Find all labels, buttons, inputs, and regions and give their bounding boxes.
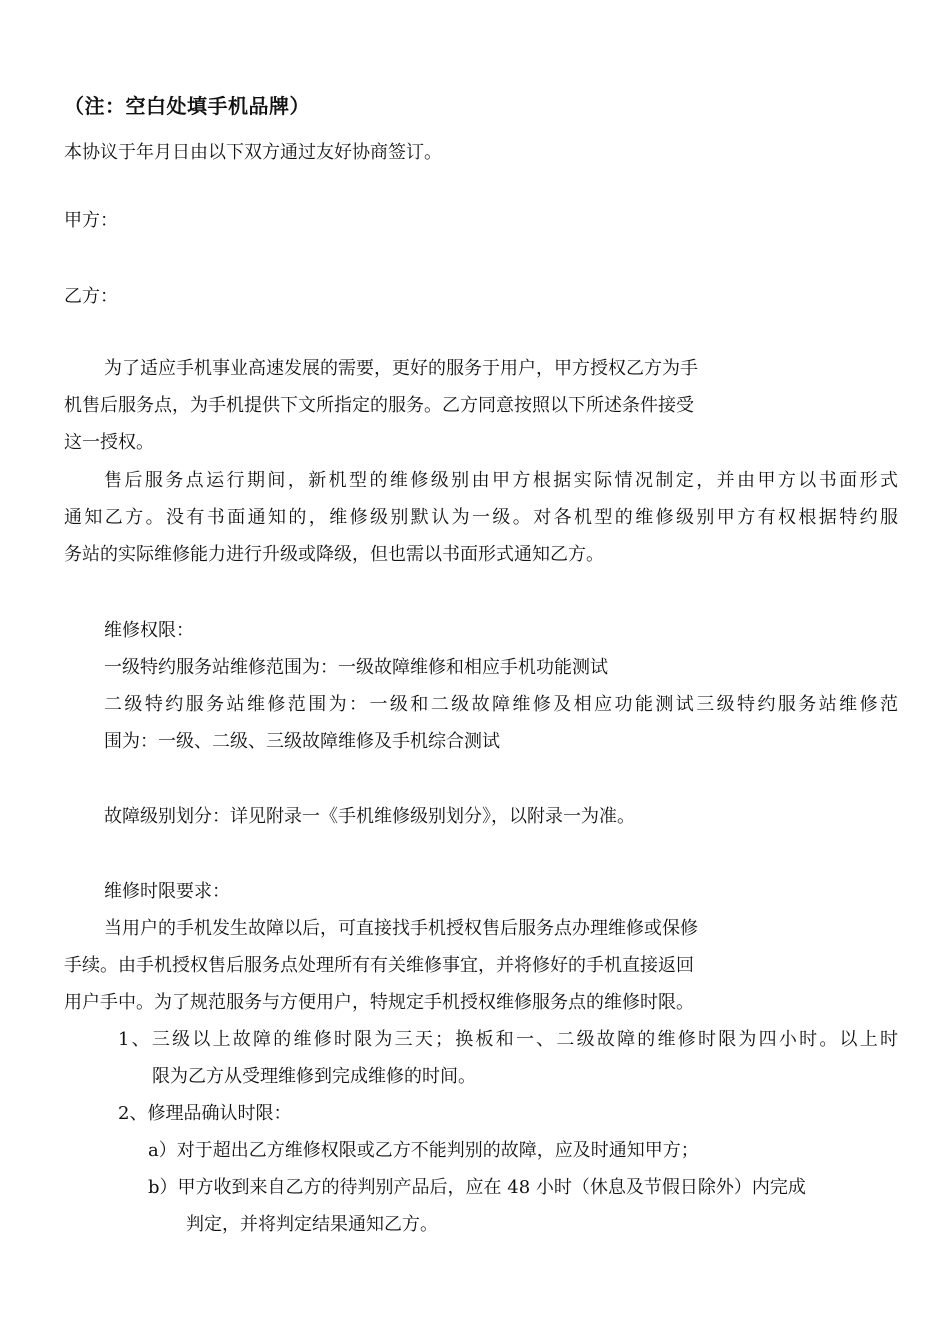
- para1-line3: 这一授权。: [64, 432, 154, 453]
- note-heading: （注：空白处填手机品牌）: [64, 94, 310, 118]
- repair-authority-line2: 二级特约服务站维修范围为：一级和二级故障维修及相应功能测试三级特约服务站维修范: [104, 694, 898, 715]
- repair-authority-line3: 围为：一级、二级、三级故障维修及手机综合测试: [104, 731, 500, 752]
- para2-line2: 通知乙方。没有书面通知的，维修级别默认为一级。对各机型的维修级别甲方有权根据特约服: [64, 507, 898, 528]
- item1-line2: 限为乙方从受理维修到完成维修的时间。: [152, 1066, 476, 1087]
- party-b-label: 乙方：: [64, 286, 118, 307]
- para1-line2: 机售后服务点，为手机提供下文所指定的服务。乙方同意按照以下所述条件接受: [64, 395, 694, 416]
- item1-line1: 1、三级以上故障的维修时限为三天；换板和一、二级故障的维修时限为四小时。以上时: [118, 1029, 898, 1050]
- repair-time-line2: 手续。由手机授权售后服务点处理所有有关维修事宜，并将修好的手机直接返回: [64, 955, 694, 976]
- repair-time-line3: 用户手中。为了规范服务与方便用户，特规定手机授权维修服务点的维修时限。: [64, 992, 694, 1013]
- repair-time-heading: 维修时限要求：: [104, 881, 230, 902]
- sub-item-b-line2: 判定，并将判定结果通知乙方。: [186, 1214, 438, 1235]
- para1-line1: 为了适应手机事业高速发展的需要，更好的服务于用户，甲方授权乙方为手: [104, 358, 698, 379]
- repair-time-line1: 当用户的手机发生故障以后，可直接找手机授权售后服务点办理维修或保修: [104, 918, 698, 939]
- repair-authority-heading: 维修权限：: [104, 620, 194, 641]
- para2-line1: 售后服务点运行期间，新机型的维修级别由甲方根据实际情况制定，并由甲方以书面形式: [104, 470, 898, 491]
- intro-text: 本协议于年月日由以下双方通过友好协商签订。: [64, 142, 442, 163]
- repair-authority-line1: 一级特约服务站维修范围为：一级故障维修和相应手机功能测试: [104, 657, 608, 678]
- sub-item-a: a）对于超出乙方维修权限或乙方不能判别的故障，应及时通知甲方；: [148, 1140, 699, 1161]
- item2-heading: 2、修理品确认时限：: [118, 1103, 292, 1124]
- para2-line3: 务站的实际维修能力进行升级或降级，但也需以书面形式通知乙方。: [64, 544, 604, 565]
- sub-item-b-line1: b）甲方收到来自乙方的待判别产品后，应在 48 小时（休息及节假日除外）内完成: [148, 1177, 806, 1198]
- fault-level-text: 故障级别划分：详见附录一《手机维修级别划分》，以附录一为准。: [104, 806, 635, 827]
- party-a-label: 甲方：: [64, 210, 118, 231]
